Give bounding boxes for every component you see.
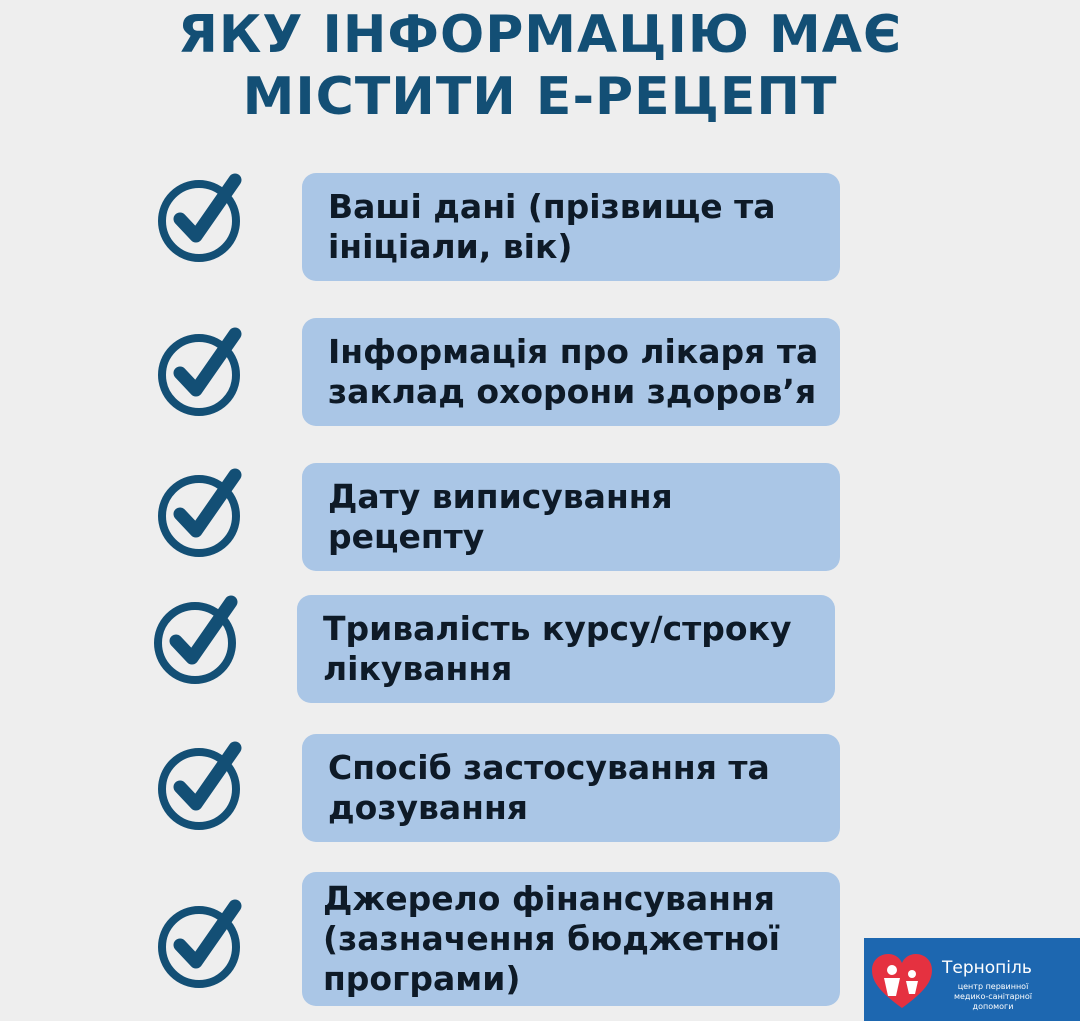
organization-logo bbox=[864, 938, 1080, 1021]
logo-brand: Тернопіль bbox=[942, 958, 1032, 978]
check-circle-icon bbox=[155, 740, 245, 830]
info-item-line: Інформація про лікаря та bbox=[328, 332, 819, 371]
info-item-doctor bbox=[302, 318, 840, 426]
logo-subtitle bbox=[948, 982, 1038, 1012]
logo-subtitle-line: допомоги bbox=[972, 1002, 1014, 1011]
heart-family-icon bbox=[870, 952, 934, 1010]
check-circle-icon bbox=[151, 594, 241, 684]
info-item-line: програми) bbox=[323, 959, 521, 998]
info-item-line: Джерело фінансування bbox=[323, 879, 775, 918]
check-circle-icon bbox=[155, 326, 245, 416]
info-item-line: Дату виписування bbox=[328, 477, 673, 516]
title-line-1: ЯКУ ІНФОРМАЦІЮ МАЄ bbox=[177, 5, 903, 65]
check-circle-icon bbox=[155, 898, 245, 988]
info-item-line: заклад охорони здоров’я bbox=[328, 372, 817, 411]
info-item-line: Тривалість курсу/строку bbox=[323, 609, 792, 648]
info-item-patient-data bbox=[302, 173, 840, 281]
info-item-line: (зазначення бюджетної bbox=[323, 919, 780, 958]
page-title bbox=[0, 4, 1080, 128]
info-item-line: Ваші дані (прізвище та bbox=[328, 187, 776, 226]
info-item-line: ініціали, вік) bbox=[328, 227, 573, 266]
check-circle-icon bbox=[155, 172, 245, 262]
info-item-line: рецепту bbox=[328, 517, 485, 556]
info-item-line: дозування bbox=[328, 788, 528, 827]
logo-subtitle-line: медико-санітарної bbox=[953, 992, 1033, 1001]
logo-subtitle-line: центр первинної bbox=[957, 982, 1029, 991]
info-item-funding bbox=[302, 872, 840, 1006]
info-item-duration bbox=[297, 595, 835, 703]
check-circle-icon bbox=[155, 467, 245, 557]
title-line-2: МІСТИТИ Е-РЕЦЕПТ bbox=[242, 67, 838, 127]
info-item-line: лікування bbox=[323, 649, 513, 688]
info-item-issue-date bbox=[302, 463, 840, 571]
info-item-dosage bbox=[302, 734, 840, 842]
info-item-line: Спосіб застосування та bbox=[328, 748, 770, 787]
